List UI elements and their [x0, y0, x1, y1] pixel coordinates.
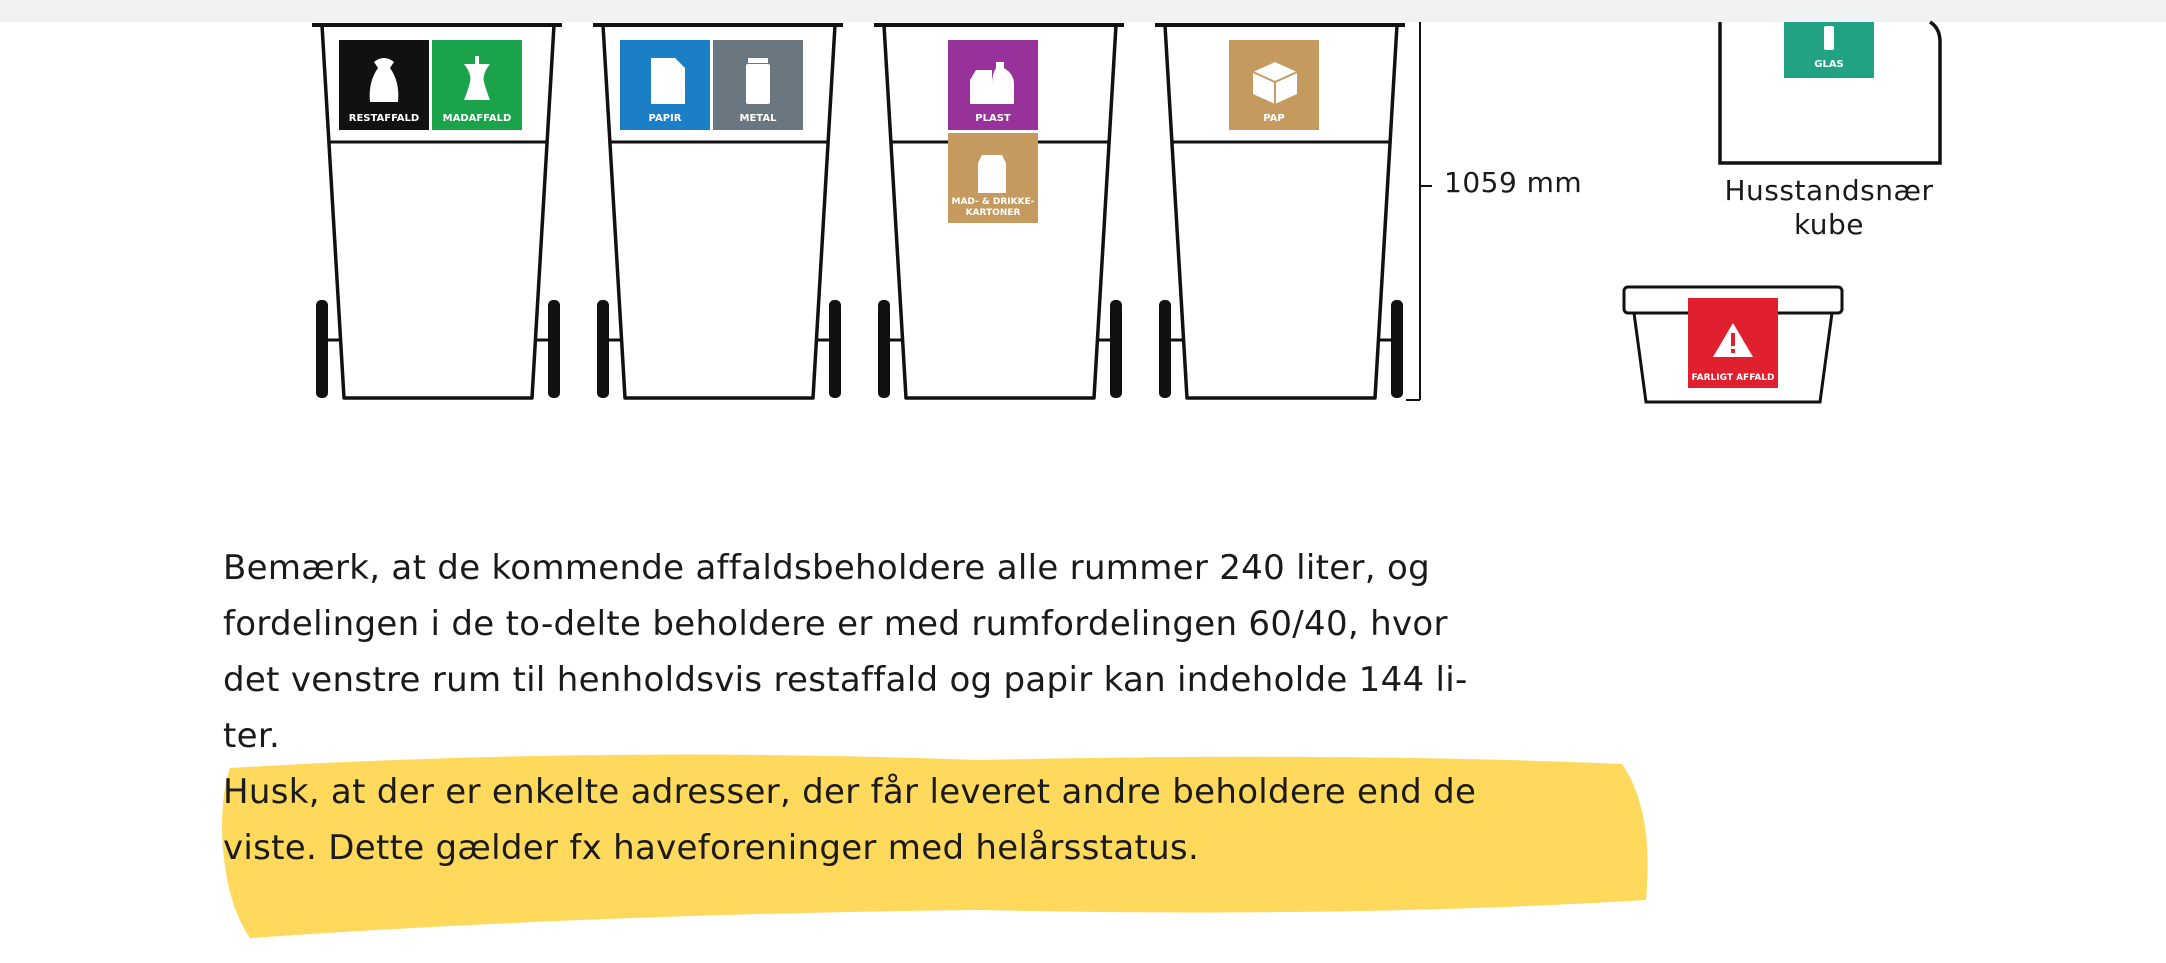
kube-caption [1689, 174, 1969, 242]
glas-kube [1720, 22, 1940, 163]
reminder-line-2: viste. Dette gælder fx haveforeninger med helårsstatus. [223, 828, 1200, 868]
milk-carton-icon [978, 155, 1006, 193]
height-dimension-label: 1059 mm [1444, 166, 1583, 199]
can-icon [746, 58, 770, 104]
farligt-affald-box [1624, 287, 1842, 402]
note-line-4: ter. [223, 716, 281, 756]
glass-bottle-icon [1824, 26, 1834, 50]
madaffald-label: MADAFFALD [442, 113, 512, 124]
plast-label: PLAST [975, 113, 1011, 124]
note-line-3: det venstre rum til henholdsvis restaffald og papir kan indeholde 144 li- [223, 660, 1468, 700]
papir-label: PAPIR [648, 113, 682, 124]
reminder-line-1: Husk, at der er enkelte adresser, der får leveret andre beholdere end de [223, 772, 1477, 812]
bin-plast-kartoner [874, 25, 1124, 398]
note-line-2: fordelingen i de to-delte beholdere er med rumfordelingen 60/40, hvor [223, 604, 1448, 644]
bin-pap [1155, 25, 1405, 398]
bin-papir-metal [593, 25, 843, 398]
kartoner-label-2: KARTONER [965, 208, 1021, 218]
farligt-affald-label: FARLIGT AFFALD [1691, 373, 1775, 383]
glas-label: GLAS [1814, 59, 1844, 70]
note-line-1: Bemærk, at de kommende affaldsbeholdere alle rummer 240 liter, og [223, 548, 1430, 588]
pap-label: PAP [1263, 113, 1285, 124]
kartoner-label-1: MAD- & DRIKKE- [951, 197, 1035, 207]
bin-restaffald-madaffald [312, 25, 562, 398]
paper-icon [651, 58, 685, 104]
restaffald-label: RESTAFFALD [348, 113, 420, 124]
height-dimension-line [1406, 22, 1432, 400]
kube-caption-line1: Husstandsnær [1724, 174, 1934, 207]
kube-caption-line2: kube [1793, 208, 1865, 241]
body-text [223, 540, 1623, 876]
metal-label: METAL [739, 113, 777, 124]
